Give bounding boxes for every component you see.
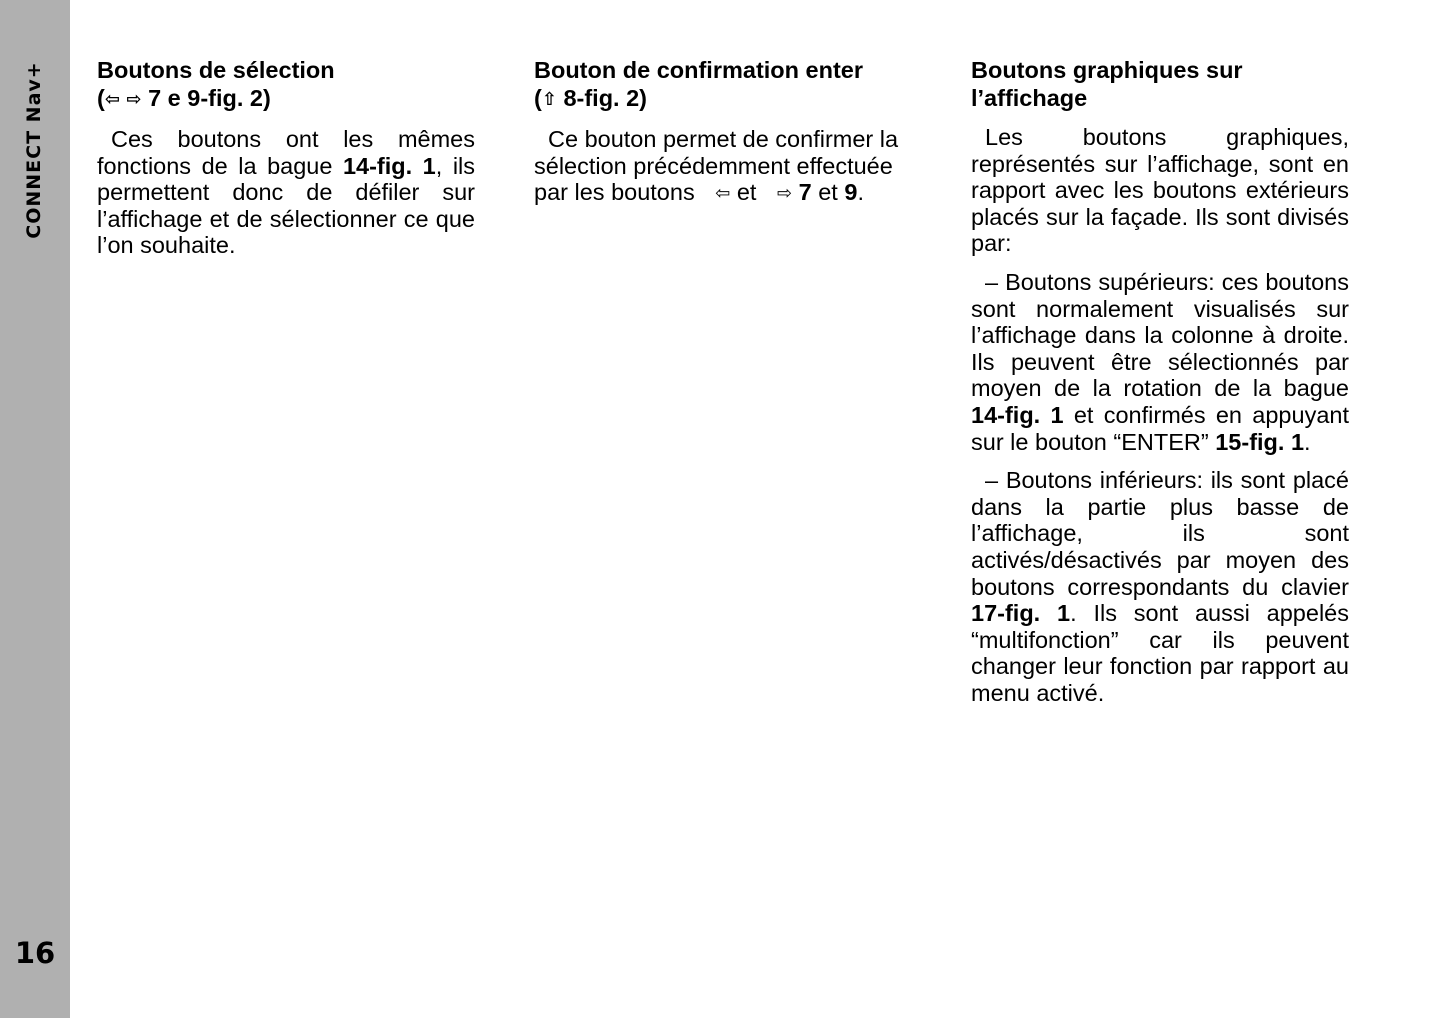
paragraph-selection xyxy=(97,126,475,259)
paragraph-graphic-intro: Les boutons graphiques, représentés sur l’affichage, sont en rapport avec les boutons extérieurs placés sur la façade. Ils sont divisés par: xyxy=(971,124,1349,257)
heading-enter-button xyxy=(534,56,914,114)
text: et xyxy=(811,179,845,206)
text: . Ils sont aussi appelés “multifonction” car ils peuvent changer leur fonction par rapport au menu activé. xyxy=(971,600,1349,706)
figure-ref: 9 xyxy=(844,179,858,206)
arrow-right-icon: ⇨ xyxy=(777,183,793,205)
column-selection-buttons xyxy=(97,56,475,271)
figure-ref: 14-fig. 1 xyxy=(971,401,1064,428)
text: . xyxy=(857,179,864,206)
figure-ref: 15-fig. 1 xyxy=(1215,428,1305,455)
arrow-left-icon: ⇦ xyxy=(715,183,731,205)
page-number: 16 xyxy=(14,936,56,970)
heading-graphic-buttons: Boutons graphiques sur l’affichage xyxy=(971,57,1243,111)
arrow-left-icon: ⇦ xyxy=(104,89,120,110)
heading-open: ( xyxy=(534,85,542,111)
column-enter-button xyxy=(534,56,914,220)
side-band xyxy=(0,0,70,1018)
figure-ref: 7 xyxy=(798,179,812,206)
text: Ces boutons ont les mêmes fonctions de la bague xyxy=(97,126,475,179)
figure-ref: 14-fig. 1 xyxy=(342,152,436,179)
text: Ce bouton permet de confirmer la sélection précédemment effectuée par les boutons xyxy=(534,126,899,206)
paragraph-lower-buttons xyxy=(971,467,1349,706)
heading-open: ( xyxy=(97,85,105,111)
heading-line: Boutons de sélection xyxy=(97,57,335,83)
figure-ref: 17-fig. 1 xyxy=(971,600,1071,627)
text: et xyxy=(730,179,763,206)
heading-line: Bouton de confirmation enter xyxy=(534,57,863,83)
text: , ils permettent donc de défiler sur l’affichage et de sélectionner ce que l’on souhaite. xyxy=(97,152,476,259)
column-graphic-buttons xyxy=(971,56,1349,718)
text: – Boutons inférieurs: ils sont placé dans la partie plus basse de l’affichage, ils sont activés/désactivés par moyen des boutons correspondants du clavier xyxy=(971,467,1349,600)
heading-ref: 7 e 9-fig. 2) xyxy=(141,85,271,111)
paragraph-upper-buttons xyxy=(971,269,1349,455)
arrow-right-icon: ⇨ xyxy=(126,89,142,110)
heading-selection-buttons xyxy=(97,56,475,114)
text: – Boutons supérieurs: ces boutons sont normalement visualisés sur l’affichage dans la colonne à droite. Ils peuvent être sélectionnés par moyen de la rotation de la bague xyxy=(971,268,1349,402)
heading-ref: 8-fig. 2) xyxy=(556,85,648,111)
enter-arrow-icon: ⇧ xyxy=(541,89,557,110)
section-label: CONNECT Nav+ xyxy=(23,61,45,239)
text: . xyxy=(1304,428,1311,455)
text: et confirmés en appuyant sur le bouton “ENTER” xyxy=(971,401,1349,455)
paragraph-enter xyxy=(534,126,914,208)
